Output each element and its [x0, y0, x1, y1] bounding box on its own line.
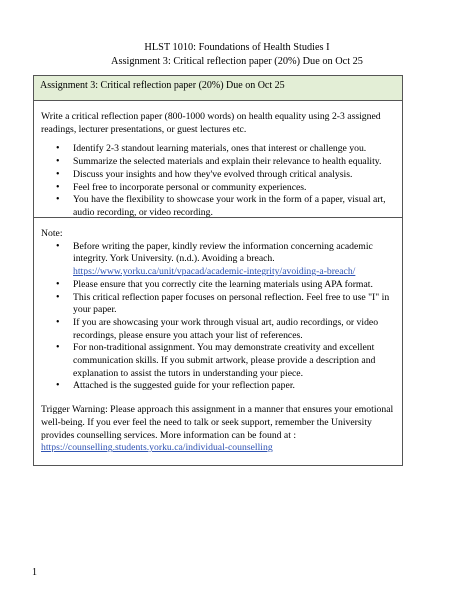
list-item: • Discuss your insights and how they've evolved through critical analysis.: [56, 168, 353, 180]
bullet-icon: •: [56, 291, 60, 303]
bullet-icon: •: [56, 181, 60, 193]
list-item: • This critical reflection paper focuses on personal reflection. Feel free to use "I" in your paper.: [56, 291, 390, 316]
box-title: Assignment 3: Critical reflection paper (20%) Due on Oct 25: [34, 76, 402, 101]
list-item: • Please ensure that you correctly cite the learning materials using APA format.: [56, 278, 373, 290]
bullet-icon: •: [56, 143, 60, 155]
list-item: • For non-traditional assignment. You may demonstrate creativity and excellent communication skills. If you submit artwork, please provide a description and explanation to assist the tutors in understanding your piece.: [56, 342, 376, 379]
counselling-link[interactable]: https://counselling.students.yorku.ca/individual-counselling: [41, 442, 273, 454]
instructions-list: [41, 143, 396, 219]
bullet-icon: •: [56, 278, 60, 290]
page-header: [0, 41, 474, 68]
bullet-icon: •: [56, 194, 60, 206]
note-label: Note:: [41, 228, 63, 239]
list-item: • If you are showcasing your work through visual art, audio recordings, or video recordings, please ensure you attach your list of references.: [56, 316, 379, 341]
academic-integrity-link[interactable]: https://www.yorku.ca/unit/vpacad/academic-integrity/avoiding-a-breach/: [73, 266, 356, 278]
bullet-icon: •: [56, 342, 60, 354]
bullet-icon: •: [56, 240, 60, 252]
list-item: • Attached is the suggested guide for your reflection paper.: [56, 380, 295, 392]
bullet-icon: •: [56, 168, 60, 180]
assignment-title: Assignment 3: Critical reflection paper (20%) Due on Oct 25: [111, 55, 363, 67]
course-title: HLST 1010: Foundations of Health Studies I: [144, 42, 330, 53]
intro-paragraph: Write a critical reflection paper (800-1000 words) on health equality using 2-3 assigned readings, lecturer presentations, or guest lectures etc.: [41, 111, 381, 135]
notes-list: [41, 241, 396, 393]
bullet-icon: •: [56, 156, 60, 168]
list-item: • Identify 2-3 standout learning materials, ones that interest or challenge you.: [56, 143, 367, 155]
trigger-warning: [41, 404, 396, 455]
bullet-icon: •: [56, 380, 60, 392]
instructions-section: [34, 101, 402, 218]
integrity-text: Before writing the paper, kindly review the information concerning academic integrity. York University. (n.d.). Avoiding a breach.: [73, 240, 373, 265]
list-item: • Summarize the selected materials and explain their relevance to health equality.: [56, 156, 382, 168]
list-item: [41, 241, 396, 279]
assignment-box: [33, 75, 403, 466]
trigger-warning-text: Trigger Warning: Please approach this assignment in a manner that ensures your emotional well-being. If you ever feel the need to talk or seek support, remember the University provides counselling services. More information can be found at :: [41, 404, 394, 441]
notes-section: [34, 218, 402, 465]
bullet-icon: •: [56, 316, 60, 328]
list-item: • Feel free to incorporate personal or community experiences.: [56, 181, 307, 193]
page-number: 1: [32, 567, 37, 578]
list-item: • You have the flexibility to showcase your work in the form of a paper, visual art, audio recording, or video recording.: [56, 194, 386, 218]
